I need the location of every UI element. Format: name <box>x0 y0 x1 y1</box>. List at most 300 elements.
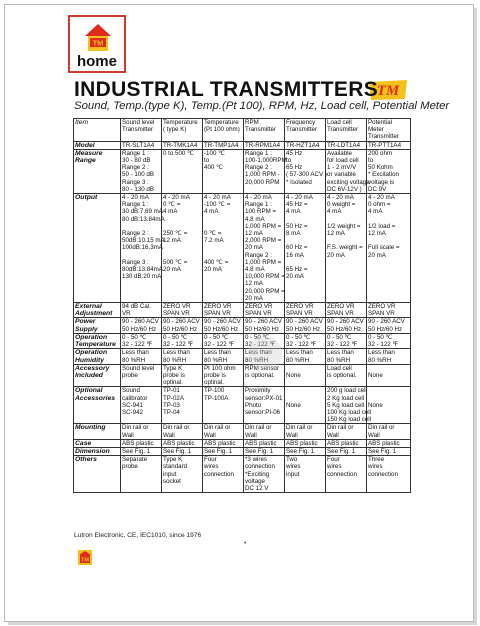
header-line: Meter <box>368 126 384 134</box>
cell-line: 12 mA <box>163 237 181 245</box>
cell-line: * Isolated <box>286 178 312 186</box>
header-line: Transmitter <box>368 133 400 141</box>
cell-line: TR-SLT1A4 <box>122 141 155 149</box>
cell-line: 60 Hz = <box>286 244 308 252</box>
cell-line: 500 ℃ = <box>163 258 188 266</box>
cell-line: TP-100A <box>204 394 229 402</box>
cell-line: connection <box>368 470 398 478</box>
table-cell <box>367 318 411 333</box>
spec-table <box>73 118 411 493</box>
cell-line: 1/2 weight = <box>327 222 361 230</box>
table-cell <box>367 349 411 364</box>
row-label <box>74 424 121 439</box>
table-cell <box>326 333 367 348</box>
column-header <box>203 119 244 142</box>
cell-line: Three <box>368 456 385 464</box>
cell-line: 80 dB:13.84mA <box>122 215 165 223</box>
cell-line: 80 %RH <box>163 356 187 364</box>
cell-line: Sound <box>122 387 140 395</box>
cell-line: Less than <box>286 349 313 357</box>
table-cell <box>162 387 203 424</box>
cell-line: 5 Kg load cell <box>327 401 365 409</box>
cell-line <box>204 252 242 259</box>
table-cell <box>367 141 411 149</box>
cell-line: Full scale = <box>368 244 400 252</box>
cell-line: TP-100 <box>204 387 225 395</box>
row-label-line: Measure <box>75 149 103 157</box>
cell-line: 0 ℃ = <box>204 230 222 238</box>
cell-line: 32 - 122 ℉ <box>327 341 358 349</box>
cell-line: ZERO VR <box>368 303 396 311</box>
row-label-line: Operation <box>75 349 108 357</box>
cell-line: 8 mA <box>286 230 301 238</box>
cell-line: probe <box>122 371 138 379</box>
cell-line: ABS plastic <box>368 439 400 447</box>
cell-line: voltage is <box>368 178 395 186</box>
table-cell <box>203 141 244 149</box>
cell-line: 80 %RH <box>122 356 146 364</box>
cell-line: Less than <box>327 349 354 357</box>
cell-line: None <box>368 371 383 379</box>
page-subtitle: Sound, Temp.(type K), Temp.(Pt 100), RPM, Hz, Load cell, Potential Meter <box>74 100 450 112</box>
table-cell <box>162 364 203 387</box>
cell-line: -100 ℃ <box>204 149 226 157</box>
row-label-line: Humidity <box>75 356 105 364</box>
table-row <box>74 447 411 455</box>
row-label-line: Output <box>75 194 98 202</box>
header-line: Temperature <box>204 119 239 126</box>
cell-line: 30 dB:7.69 mA <box>122 208 163 216</box>
cell-line: 80 %RH <box>327 356 351 364</box>
table-cell <box>326 141 367 149</box>
cell-line <box>122 252 160 259</box>
cell-line: 4 - 20 mA <box>204 194 231 202</box>
table-cell <box>367 439 411 447</box>
table-cell <box>367 149 411 193</box>
cell-line: 4 mA <box>204 208 219 216</box>
table-cell <box>121 318 162 333</box>
row-label <box>74 333 121 348</box>
cell-line: 45 Hz = <box>286 201 308 209</box>
table-cell <box>367 456 411 493</box>
table-cell <box>203 456 244 493</box>
table-cell <box>244 318 285 333</box>
cell-line: probe is <box>204 371 227 379</box>
table-cell <box>203 349 244 364</box>
table-cell <box>326 387 372 424</box>
column-header <box>162 119 203 142</box>
cell-line: exciting voltage <box>327 178 370 186</box>
cell-line: Din rail or <box>204 424 231 432</box>
watermark <box>248 336 282 370</box>
cell-line: 80dB:13.84mA <box>122 266 163 274</box>
cell-line: SPAN VR <box>204 310 231 318</box>
cell-line <box>204 244 242 251</box>
cell-line: 50 - 100 dB <box>122 171 154 179</box>
table-cell <box>367 194 411 303</box>
cell-line: 100-1,000RPM <box>245 157 287 165</box>
header-line: Transmitter <box>122 126 154 134</box>
table-cell <box>367 424 411 439</box>
cell-line <box>122 223 160 230</box>
cell-line: See Fig. 1 <box>163 447 192 455</box>
table-header-row <box>74 119 411 142</box>
table-row <box>74 194 411 303</box>
cell-line: 1/2 load = <box>368 222 396 230</box>
home-label: home <box>76 53 117 70</box>
cell-line: ABS plastic <box>245 439 277 447</box>
row-label-line: Accessory <box>75 364 110 372</box>
cell-line: DC 9V <box>368 185 387 193</box>
cell-line: 90 - 260 ACV <box>286 318 323 326</box>
cell-line <box>368 237 409 244</box>
cell-line: 4.8 mA <box>245 215 265 223</box>
row-label <box>74 194 121 303</box>
cell-line: Din rail or <box>245 424 272 432</box>
cell-line: 80 %RH <box>368 356 392 364</box>
table-cell <box>203 387 244 424</box>
table-row <box>74 456 411 493</box>
cell-line: SC-941 <box>122 401 143 409</box>
cell-line: 20 mA <box>327 251 345 259</box>
cell-line: 0 - 50 ℃ <box>286 333 311 341</box>
table-cell <box>121 364 162 387</box>
column-header <box>326 119 367 142</box>
home-logo-text: TM <box>92 38 104 48</box>
cell-line: Din rail or <box>368 424 395 432</box>
cell-line: 4 - 20 mA <box>122 194 149 202</box>
cell-line <box>286 259 324 266</box>
cell-line: probe is <box>163 371 186 379</box>
cell-line: 400 ℃ = <box>204 258 229 266</box>
table-cell <box>285 303 326 318</box>
cell-line <box>163 223 201 230</box>
cell-line <box>204 216 242 223</box>
table-cell <box>162 194 203 303</box>
cell-line: Proximity <box>245 387 271 395</box>
table-cell <box>367 333 411 348</box>
table-cell <box>244 387 285 424</box>
cell-line: *Exciting <box>245 470 270 478</box>
row-label-line: Accessories <box>75 394 116 402</box>
header-line: Load cell <box>327 119 352 126</box>
table-cell <box>162 149 203 193</box>
cell-line: 0 - 50 ℃ <box>327 333 352 341</box>
cell-line: 90 - 260 ACV <box>204 318 241 326</box>
cell-line: connection <box>204 470 234 478</box>
cell-line: connection <box>245 463 275 471</box>
cell-line: 150 Kg load cell <box>327 416 372 424</box>
header-line: Temperature <box>163 119 198 126</box>
cell-line: 50 Hz/60 Hz <box>122 325 157 333</box>
cell-line: connection <box>327 470 357 478</box>
table-cell <box>121 194 165 303</box>
cell-line: 7.2 mA <box>204 237 224 245</box>
cell-line: 4 mA <box>327 208 342 216</box>
table-cell <box>162 424 203 439</box>
cell-line: 1,000 RPM = <box>245 222 282 230</box>
page-marker: • <box>244 540 247 547</box>
cell-line: -100 ℃ = <box>204 201 231 209</box>
table-row <box>74 349 411 364</box>
cell-line: 0 ohm = <box>368 201 391 209</box>
cell-line: Photo <box>245 401 262 409</box>
table-cell <box>162 349 203 364</box>
cell-line: TR-TMK1A4 <box>163 141 198 149</box>
row-label-line: Range <box>75 157 96 165</box>
cell-line: 4 - 20 mA <box>163 194 190 202</box>
cell-line: standard <box>163 463 188 471</box>
row-label <box>74 303 121 318</box>
table-cell <box>326 349 367 364</box>
cell-line: SC-942 <box>122 408 143 416</box>
table-body <box>74 141 411 493</box>
table-cell <box>326 424 367 439</box>
cell-line: 90 - 260 ACV <box>163 318 200 326</box>
cell-line: 12 mA <box>245 280 263 288</box>
cell-line: 2,000 RPM = <box>245 237 282 245</box>
row-label-line: Case <box>75 439 92 447</box>
cell-line: 16 mA <box>286 251 304 259</box>
column-header <box>244 119 285 142</box>
cell-line: Wall <box>286 431 298 439</box>
cell-line: Wall <box>368 431 380 439</box>
row-label <box>74 349 121 364</box>
table-cell <box>121 333 162 348</box>
table-cell <box>203 447 244 455</box>
table-cell <box>203 149 244 193</box>
table-cell <box>285 149 326 193</box>
table-cell <box>326 456 367 493</box>
cell-line: DC 6V-12V ) <box>327 185 362 193</box>
table-cell <box>203 333 244 348</box>
cell-line: Range 2 : <box>122 164 149 172</box>
table-cell <box>162 333 203 348</box>
cell-line: 50dB:10.15 mA <box>122 237 165 245</box>
table-cell <box>285 387 326 424</box>
table-cell <box>162 456 203 493</box>
cell-line: See Fig. 1 <box>368 447 397 455</box>
cell-line: 20 mA <box>245 244 263 252</box>
cell-line <box>368 395 409 402</box>
cell-line: 0 to 500 ℃ <box>163 149 195 157</box>
cell-line: to <box>286 157 292 165</box>
table-cell <box>162 318 203 333</box>
table-cell <box>121 303 162 318</box>
table-cell <box>121 439 162 447</box>
cell-line: 130 dB:20 mA <box>122 273 162 281</box>
table-row <box>74 439 411 447</box>
cell-line: 1,000 RPM - <box>245 171 280 179</box>
row-label-line: External <box>75 303 102 311</box>
table-cell <box>285 364 326 387</box>
cell-line: probe <box>122 463 138 471</box>
table-cell <box>244 424 285 439</box>
cell-line: Range 1 : <box>245 149 272 157</box>
cell-line: 0 - 50 ℃ <box>204 333 229 341</box>
cell-line: input <box>286 470 300 478</box>
cell-line: ZERO VR <box>204 303 232 311</box>
table-row <box>74 149 411 193</box>
table-cell <box>121 141 162 149</box>
cell-line: 90 - 260 ACV <box>122 318 159 326</box>
table-cell <box>121 349 162 364</box>
cell-line: 12 mA <box>368 230 386 238</box>
row-label <box>74 149 121 193</box>
row-label <box>74 456 121 493</box>
cell-line: to <box>204 157 210 165</box>
row-label-line: Mounting <box>75 424 106 432</box>
cell-line: Separate <box>122 456 148 464</box>
cell-line: See Fig. 1 <box>245 447 274 455</box>
cell-line: TP-03 <box>163 401 180 409</box>
header-line: Transmitter <box>327 126 359 134</box>
cell-line: Pt 100 ohm <box>204 364 236 372</box>
cell-line <box>327 237 365 244</box>
table-cell <box>244 149 285 193</box>
table-cell <box>285 333 326 348</box>
cell-line: Type K <box>163 364 183 372</box>
page-title: INDUSTRIAL TRANSMITTERS <box>74 78 379 101</box>
header-line: RPM <box>245 119 259 126</box>
cell-line: None <box>286 401 301 409</box>
row-label-line: Adjustment <box>75 310 113 318</box>
cell-line: 90 - 260 ACV <box>245 318 282 326</box>
cell-line: 20 mA <box>163 266 181 274</box>
cell-line: optinal. <box>204 379 224 387</box>
table-cell <box>367 303 411 318</box>
cell-line: SPAN VR <box>368 310 395 318</box>
cell-line: Less than <box>204 349 231 357</box>
cell-line: Din rail or <box>286 424 313 432</box>
table-cell <box>326 447 367 455</box>
cell-line: None <box>286 371 301 379</box>
cell-line: 100 RPM = <box>245 208 277 216</box>
cell-line: wires <box>286 463 301 471</box>
cell-line: ZERO VR <box>286 303 314 311</box>
cell-line: 90 - 260 ACV <box>327 318 364 326</box>
cell-line: ABS plastic <box>204 439 236 447</box>
cell-line: 50 Hz/60 Hz <box>204 325 239 333</box>
cell-line: Type K <box>163 456 183 464</box>
column-header-item <box>74 119 121 142</box>
home-button[interactable] <box>68 15 126 73</box>
cell-line: voltage <box>245 477 265 485</box>
cell-line: TR-PTT1A4 <box>368 141 402 149</box>
cell-line: 32 - 122 ℉ <box>245 341 276 349</box>
cell-line: 50 Hz/60 Hz <box>163 325 198 333</box>
table-cell <box>285 447 326 455</box>
table-cell <box>285 424 326 439</box>
row-label <box>74 447 121 455</box>
cell-line: 20,000 RPM = <box>245 287 285 295</box>
cell-line: Range 2 : <box>122 230 149 238</box>
cell-line: 100dB:16.3mA <box>122 244 163 252</box>
cell-line: RPM sensor <box>245 364 280 372</box>
cell-line: Range 2 : <box>245 164 272 172</box>
cell-line: 0 - 50 ℃ <box>163 333 188 341</box>
cell-line: optinal. <box>163 379 183 387</box>
cell-line: ZERO VR <box>163 303 191 311</box>
table-cell <box>203 194 244 303</box>
cell-line: See Fig. 1 <box>204 447 233 455</box>
cell-line: Range 1 : <box>122 149 149 157</box>
header-line: Transmitter <box>286 126 318 134</box>
cell-line: Load cell <box>327 364 352 372</box>
cell-line: Less than <box>368 349 395 357</box>
table-cell <box>285 141 326 149</box>
cell-line: 4 mA <box>163 208 178 216</box>
cell-line: 80 %RH <box>245 356 269 364</box>
cell-line: or variable <box>327 171 356 179</box>
table-cell <box>285 439 326 447</box>
cell-line: wires <box>327 463 342 471</box>
row-label-line: Optional <box>75 387 103 395</box>
cell-line: Range 3 : <box>122 258 149 266</box>
cell-line: 0 - 50 ℃ <box>122 333 147 341</box>
footer-logo-text: TM <box>81 557 89 564</box>
cell-line <box>204 223 242 230</box>
footer-logo-icon <box>78 550 92 565</box>
cell-line: Range 3 : <box>122 178 149 186</box>
cell-line: Less than <box>122 349 149 357</box>
cell-line: Four <box>327 456 340 464</box>
cell-line: See Fig. 1 <box>327 447 356 455</box>
cell-line: 10,000 RPM = <box>245 273 285 281</box>
table-cell <box>244 141 285 149</box>
cell-line: sensor:PI-06 <box>245 408 281 416</box>
cell-line <box>286 387 324 394</box>
table-cell <box>203 318 244 333</box>
cell-line: to <box>368 157 374 165</box>
cell-line: 1,000 RPM = <box>245 258 282 266</box>
header-line: Potential <box>368 119 393 126</box>
table-cell <box>326 439 367 447</box>
cell-line: ABS plastic <box>122 439 154 447</box>
cell-line: 30 - 80 dB <box>122 157 151 165</box>
cell-line: 50 Hz = <box>286 222 308 230</box>
table-cell <box>203 364 244 387</box>
cell-line: Sound level <box>122 364 155 372</box>
cell-line: wires <box>368 463 383 471</box>
header-line: (Pt 100 ohm) <box>204 126 240 134</box>
cell-line: wires <box>204 463 219 471</box>
cell-line: Wall <box>327 431 339 439</box>
row-label-line: Power <box>75 318 96 326</box>
table-cell <box>285 194 326 303</box>
table-cell <box>285 349 326 364</box>
cell-line: VR <box>122 310 131 318</box>
table-cell <box>285 456 326 493</box>
table-cell <box>121 149 162 193</box>
cell-line: 250 ℃ = <box>163 230 188 238</box>
table-row <box>74 318 411 333</box>
header-line: Frequency <box>286 119 316 126</box>
cell-line: sensor:PX-01 <box>245 394 283 402</box>
table-cell <box>162 141 203 149</box>
cell-line: 20 mA <box>368 251 386 259</box>
home-icon <box>84 23 112 53</box>
cell-line <box>327 216 365 223</box>
cell-line: is optional. <box>327 371 357 379</box>
cell-line: 100 Kg load cell <box>327 408 372 416</box>
cell-line: Din rail or <box>122 424 149 432</box>
table-row <box>74 303 411 318</box>
cell-line: 90 - 260 ACV <box>368 318 405 326</box>
row-label-line: Supply <box>75 325 98 333</box>
table-row <box>74 387 411 424</box>
cell-line: TP-01 <box>163 387 180 395</box>
